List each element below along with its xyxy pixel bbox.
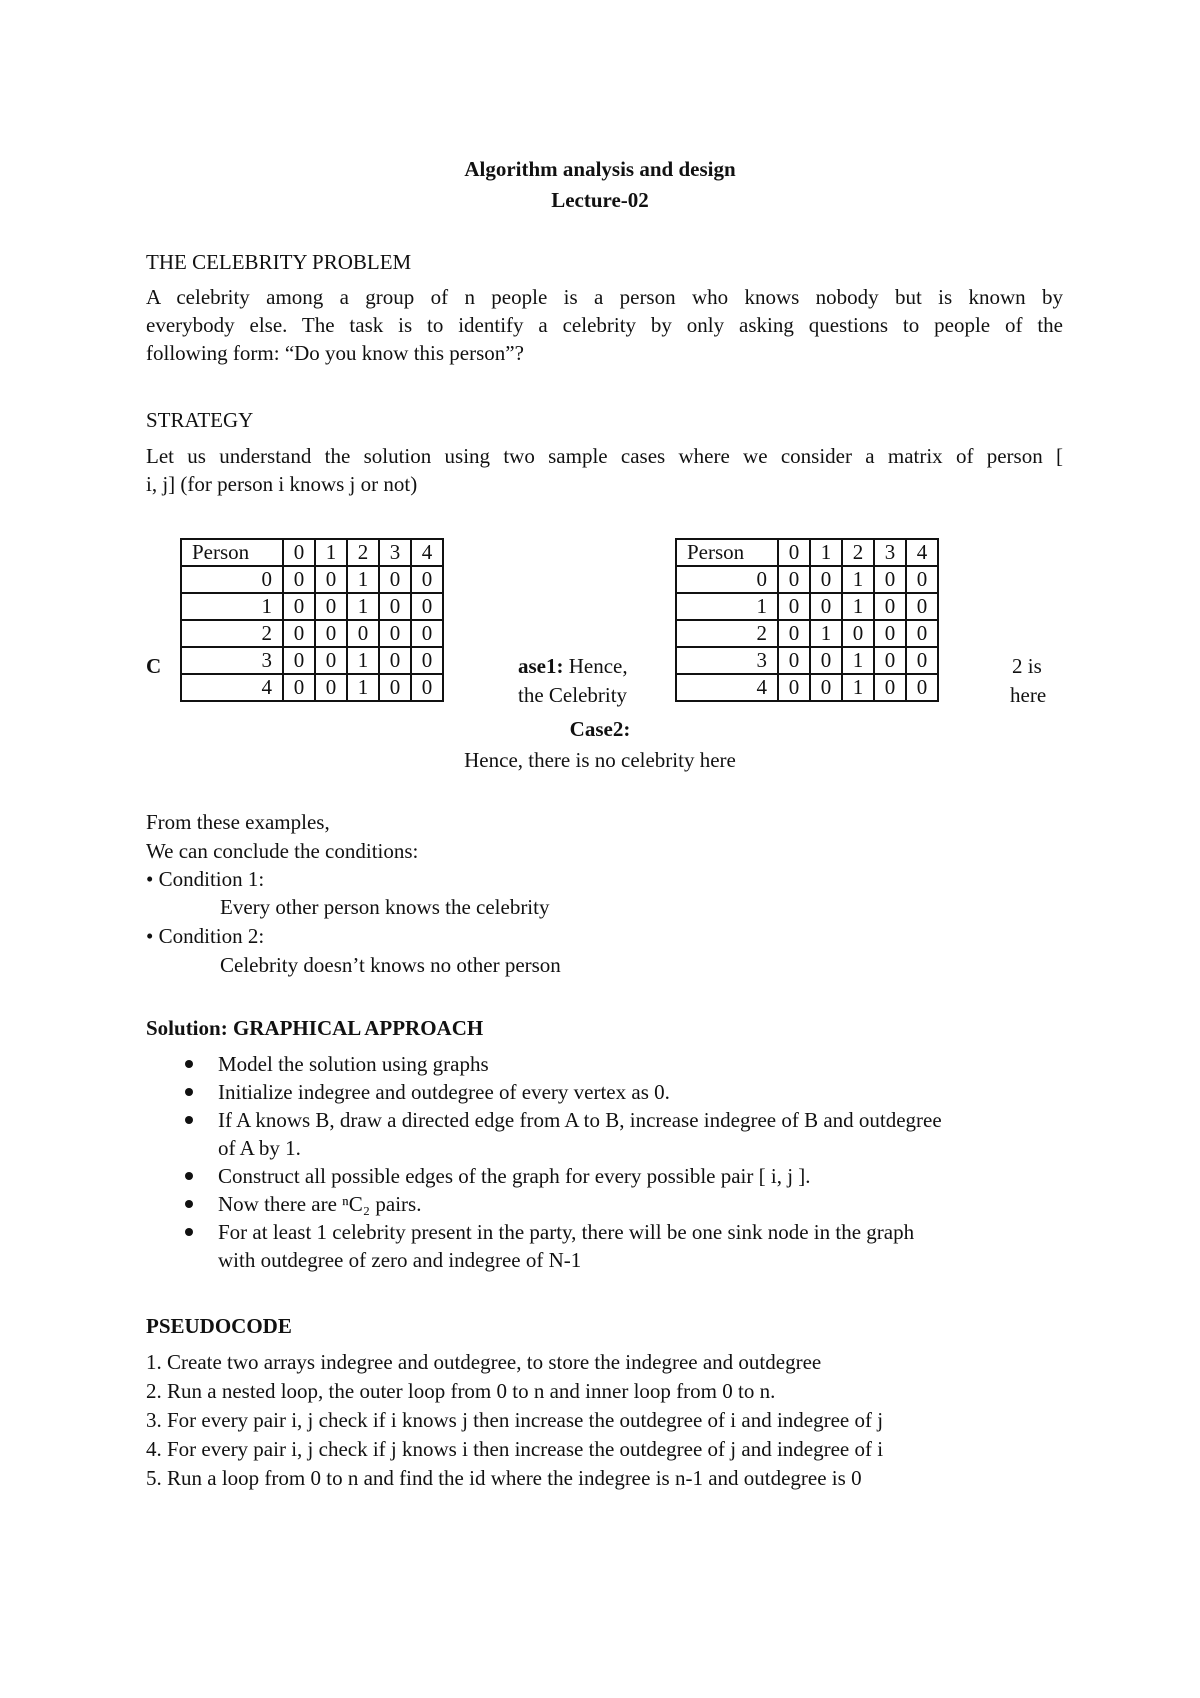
matrix-row-label: 3 <box>181 647 283 674</box>
matrix-cell: 0 <box>906 593 938 620</box>
matrix-cell: 0 <box>379 593 411 620</box>
matrix-header-cell: 3 <box>379 539 411 566</box>
matrix-cell: 0 <box>283 647 315 674</box>
strategy-line: Let us understand the solution using two sample cases where we consider a matrix of person [ <box>146 444 1063 468</box>
matrix-cell: 0 <box>283 593 315 620</box>
matrix-row-label: 3 <box>676 647 778 674</box>
matrix-cell: 0 <box>906 647 938 674</box>
strategy-line: i, j] (for person i knows j or not) <box>146 472 418 496</box>
case1-hence: Hence, <box>568 654 628 678</box>
matrix-header-cell: 4 <box>906 539 938 566</box>
condition-1-text: Every other person knows the celebrity <box>220 895 550 919</box>
condition-1-label: • Condition 1: <box>146 867 265 891</box>
matrix-cell: 0 <box>810 593 842 620</box>
problem-line: everybody else. The task is to identify a celebrity by only asking questions to people of the <box>146 313 1063 337</box>
matrix-cell: 1 <box>347 647 379 674</box>
bullet-icon <box>185 1116 193 1124</box>
strategy-heading: STRATEGY <box>146 408 254 432</box>
matrix-header-cell: 2 <box>347 539 379 566</box>
matrix-header-cell: Person <box>676 539 778 566</box>
pseudocode-heading: PSEUDOCODE <box>146 1314 292 1338</box>
matrix-cell: 0 <box>315 647 347 674</box>
bullet-text-continued: with outdegree of zero and indegree of N-1 <box>218 1248 582 1272</box>
strategy-paragraph <box>146 442 1063 498</box>
solution-heading: Solution: GRAPHICAL APPROACH <box>146 1016 484 1040</box>
matrix-row <box>676 566 938 593</box>
bullet-text: Model the solution using graphs <box>218 1052 489 1076</box>
matrix-row <box>181 566 443 593</box>
bullet-text: Now there are ⁿC₂ pairs. <box>218 1192 422 1216</box>
matrix-cell: 0 <box>379 566 411 593</box>
condition-2-text: Celebrity doesn’t knows no other person <box>220 953 561 977</box>
matrix-row-label: 4 <box>181 674 283 701</box>
matrix-cell: 0 <box>315 620 347 647</box>
matrix-header-cell: Person <box>181 539 283 566</box>
bullet-icon <box>185 1228 193 1236</box>
matrix-cell: 0 <box>874 674 906 701</box>
matrix-cell: 0 <box>842 620 874 647</box>
matrix-header-cell: 3 <box>874 539 906 566</box>
matrix-cell: 0 <box>379 674 411 701</box>
matrix-cell: 0 <box>283 674 315 701</box>
pseudocode-step: 4. For every pair i, j check if j knows i then increase the outdegree of j and indegree of i <box>146 1437 884 1461</box>
solution-bullet <box>180 1162 1070 1190</box>
matrix-row <box>676 593 938 620</box>
matrix-row-label: 1 <box>676 593 778 620</box>
matrix-cell: 0 <box>411 566 443 593</box>
pseudocode-step: 2. Run a nested loop, the outer loop from 0 to n and inner loop from 0 to n. <box>146 1379 776 1403</box>
pseudocode-step: 5. Run a loop from 0 to n and find the id where the indegree is n-1 and outdegree is 0 <box>146 1466 862 1490</box>
matrix-header-cell: 0 <box>778 539 810 566</box>
pseudocode-steps <box>146 1348 1076 1493</box>
matrix-row <box>676 620 938 647</box>
matrix-header-row <box>676 539 938 566</box>
matrix-cell: 0 <box>810 566 842 593</box>
matrix-row-label: 1 <box>181 593 283 620</box>
matrix-cell: 0 <box>874 647 906 674</box>
solution-bullet <box>180 1190 1070 1218</box>
condition-2-label: • Condition 2: <box>146 924 265 948</box>
matrix-row-label: 2 <box>676 620 778 647</box>
matrix-cell: 1 <box>347 674 379 701</box>
matrix-cell: 0 <box>283 566 315 593</box>
bullet-icon <box>185 1172 193 1180</box>
bullet-text: Initialize indegree and outdegree of every vertex as 0. <box>218 1080 670 1104</box>
matrix-cell: 0 <box>778 593 810 620</box>
matrix-cell: 1 <box>842 566 874 593</box>
case1-caption-line1 <box>518 652 628 680</box>
solution-bullet <box>180 1078 1070 1106</box>
conditions-intro-2: We can conclude the conditions: <box>146 839 419 863</box>
doc-title: Algorithm analysis and design <box>464 157 736 181</box>
matrix-row <box>181 647 443 674</box>
matrix-cell: 0 <box>315 566 347 593</box>
matrix-cell: 0 <box>411 674 443 701</box>
case1-label: ase1: <box>518 654 564 678</box>
solution-bullet <box>180 1050 1070 1078</box>
matrix-header-cell: 1 <box>315 539 347 566</box>
case1-c-letter: C <box>146 654 162 678</box>
case2-conclusion: Hence, there is no celebrity here <box>464 748 736 772</box>
pseudocode-step: 1. Create two arrays indegree and outdegree, to store the indegree and outdegree <box>146 1350 822 1374</box>
matrix-cell: 0 <box>810 674 842 701</box>
solution-bullet <box>180 1106 1070 1162</box>
matrix-row <box>676 674 938 701</box>
matrix-cell: 1 <box>842 674 874 701</box>
bullet-icon <box>185 1088 193 1096</box>
matrix-cell: 0 <box>411 593 443 620</box>
matrix-cell: 0 <box>810 647 842 674</box>
matrix-row <box>181 593 443 620</box>
matrix-header-cell: 2 <box>842 539 874 566</box>
matrix-cell: 1 <box>347 593 379 620</box>
matrix-cell: 0 <box>906 620 938 647</box>
matrix-row-label: 2 <box>181 620 283 647</box>
matrix-row-label: 0 <box>181 566 283 593</box>
matrix-cell: 0 <box>379 620 411 647</box>
case1-answer-is: 2 is <box>1012 654 1042 678</box>
matrix-header-row <box>181 539 443 566</box>
matrix-header-cell: 0 <box>283 539 315 566</box>
bullet-text: Construct all possible edges of the graph for every possible pair [ i, j ]. <box>218 1164 811 1188</box>
matrix-cell: 0 <box>411 620 443 647</box>
matrix-row <box>676 647 938 674</box>
matrix-cell: 1 <box>842 647 874 674</box>
matrix-cell: 1 <box>810 620 842 647</box>
bullet-text: For at least 1 celebrity present in the party, there will be one sink node in the graph <box>218 1220 915 1244</box>
matrix-cell: 0 <box>347 620 379 647</box>
conditions-intro: From these examples, <box>146 810 330 834</box>
case2-label: Case2: <box>569 717 631 741</box>
matrix-cell: 0 <box>315 593 347 620</box>
matrix-cell: 0 <box>778 620 810 647</box>
matrix-row <box>181 620 443 647</box>
matrix-cell: 0 <box>874 593 906 620</box>
matrix-row <box>181 674 443 701</box>
case1-celebrity-text: the Celebrity <box>518 683 628 707</box>
matrix-header-cell: 4 <box>411 539 443 566</box>
problem-paragraph <box>146 283 1063 367</box>
matrix-cell: 1 <box>347 566 379 593</box>
bullet-icon <box>185 1200 193 1208</box>
solution-bullet-list <box>180 1050 1070 1274</box>
case1-answer-here: here <box>1010 683 1047 707</box>
matrix-cell: 0 <box>411 647 443 674</box>
matrix-row-label: 0 <box>676 566 778 593</box>
matrix-cell: 0 <box>379 647 411 674</box>
matrix-cell: 0 <box>874 566 906 593</box>
lecture-label: Lecture-02 <box>551 188 649 212</box>
matrix-row-label: 4 <box>676 674 778 701</box>
matrix-cell: 0 <box>315 674 347 701</box>
problem-line: A celebrity among a group of n people is a person who knows nobody but is known by <box>146 285 1063 309</box>
problem-line: following form: “Do you know this person”? <box>146 341 524 365</box>
matrix-cell: 0 <box>778 566 810 593</box>
matrix-cell: 1 <box>842 593 874 620</box>
matrix-cell: 0 <box>906 566 938 593</box>
matrix-cell: 0 <box>283 620 315 647</box>
case2-matrix <box>675 538 939 702</box>
matrix-cell: 0 <box>874 620 906 647</box>
bullet-icon <box>185 1060 193 1068</box>
bullet-text-continued: of A by 1. <box>218 1136 301 1160</box>
case1-matrix <box>180 538 444 702</box>
problem-heading: THE CELEBRITY PROBLEM <box>146 250 412 274</box>
pseudocode-step: 3. For every pair i, j check if i knows j then increase the outdegree of i and indegree of j <box>146 1408 884 1432</box>
matrix-cell: 0 <box>778 674 810 701</box>
matrix-cell: 0 <box>906 674 938 701</box>
bullet-text: If A knows B, draw a directed edge from A to B, increase indegree of B and outdegree <box>218 1108 942 1132</box>
solution-bullet <box>180 1218 1070 1274</box>
matrix-cell: 0 <box>778 647 810 674</box>
matrix-header-cell: 1 <box>810 539 842 566</box>
